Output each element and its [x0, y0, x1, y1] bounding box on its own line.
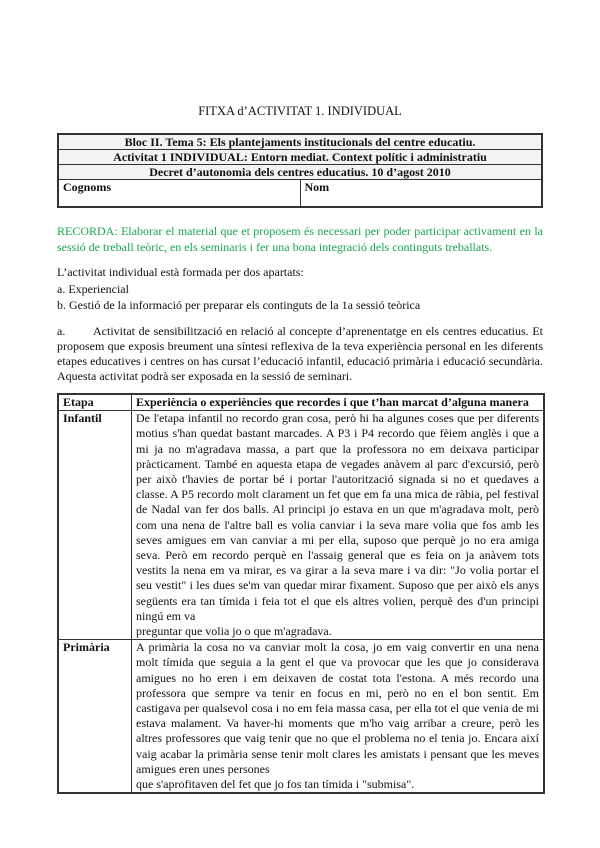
intro-item-a: a. Experiencial	[57, 281, 129, 296]
reminder-text: RECORDA: Elaborar el material que et proposem és necessari per poder participar activament en la sessió de treball teòric, en els seminaris i fer una bona integració dels continguts treballats.	[57, 224, 543, 254]
column-header-stage: Etapa	[58, 394, 132, 411]
decree-title: Decret d’autonomia dels centres educatius. 10 d’agost 2010	[58, 165, 542, 180]
experience-cell[interactable]	[132, 411, 545, 640]
page-title: FITXA d’ACTIVITAT 1. INDIVIDUAL	[198, 104, 402, 118]
activity-text: Activitat de sensibilització en relació al concepte d’aprenentatge en els centres educatius. Et proposem que exposis breument una síntesi reflexiva de la teva experiència personal en les diferents etapes educatives i centres on has cursat l’educació infantil, educació primària i educació secundària. Aquesta activitat podrà ser exposada en la sessió de seminari.	[57, 324, 543, 383]
activity-label: a.	[57, 324, 66, 338]
activity-description	[57, 324, 543, 384]
block-title: Bloc II. Tema 5: Els plantejaments institucionals del centre educatiu.	[58, 134, 542, 150]
experience-table	[57, 393, 545, 794]
experience-cell[interactable]	[132, 640, 545, 794]
experience-last-line: que s'aprofitaven del fet que jo fos tan tímida i "submisa".	[136, 777, 415, 792]
table-row	[58, 640, 544, 794]
table-row	[58, 411, 544, 640]
experience-text: De l'etapa infantil no recordo gran cosa, però hi ha algunes coses que per diferents motius s'han quedat bastant marcades. A P3 i P4 recordo que fèiem anglès i que a mi ja no m'agradava massa, a part que la professora no em deixava participar pràcticament. També en aquesta etapa de vegades anàvem al parc d'excursió, però per això t'havies de portar bé i portar l'autorització signada si no et quedaves a classe. A P5 recordo molt clarament un fet que em fa una mica de ràbia, pel festival de Nadal van fer dos balls. Al principi jo estava en un que m'agradava molt, però com una nena de l'altre ball es volia canviar i la seva mare volia que fos amb les seves amigues em van canviar a mi per ella, suposo que perquè jo no era amiga seva. Però em recordo perquè en l'assaig general que es feia on ja anàvem tots vestits la nena em va mirar, es va girar a la seva mare i va dir: "Jo volia portar el seu vestit" i les dues se'm van quedar mirar fixament. Suposo que per això els anys següents era tan tímida i feia tot el que els altres volien, perquè des d'un principi ningú em va	[136, 411, 539, 623]
header-table	[57, 133, 543, 208]
intro-line: L’activitat individual està formada per dos apartats:	[57, 265, 304, 279]
experience-text: A primària la cosa no va canviar molt la cosa, jo em vaig convertir en una nena molt tímida que seguia a la gent el que va provocar que les que jo considerava amigues no ho eren i em deixaven de costat tota l'estona. A més recordo una professora que sempre va tenir en focus en mi, però no en el bon sentit. Em castigava per qualsevol cosa i no em feia massa casa, per ella tot el que venia de mi estava malament. Va haver-hi moments que m'ho vaig arribar a creure, però les altres professores que vaig tenir que no que el problema no el tenia jo. Encara així vaig acabar la primària sense tenir molt clares les amistats i pensant que les meves amigues eren unes persones	[136, 640, 539, 776]
stage-cell: Primària	[58, 640, 132, 794]
intro-item-b: b. Gestió de la informació per preparar els continguts de la 1a sessió teòrica	[57, 298, 421, 312]
intro-section	[57, 264, 543, 314]
column-header-experience: Experiència o experiències que recordes i que t’han marcat d’alguna manera	[132, 394, 545, 411]
nom-field[interactable]: Nom	[300, 180, 542, 208]
experience-last-line: preguntar que volia jo o que m'agradava.	[136, 624, 332, 639]
activity-title: Activitat 1 INDIVIDUAL: Entorn mediat. Context polític i administratiu	[58, 150, 542, 165]
stage-cell: Infantil	[58, 411, 132, 640]
cognoms-field[interactable]: Cognoms	[58, 180, 300, 208]
